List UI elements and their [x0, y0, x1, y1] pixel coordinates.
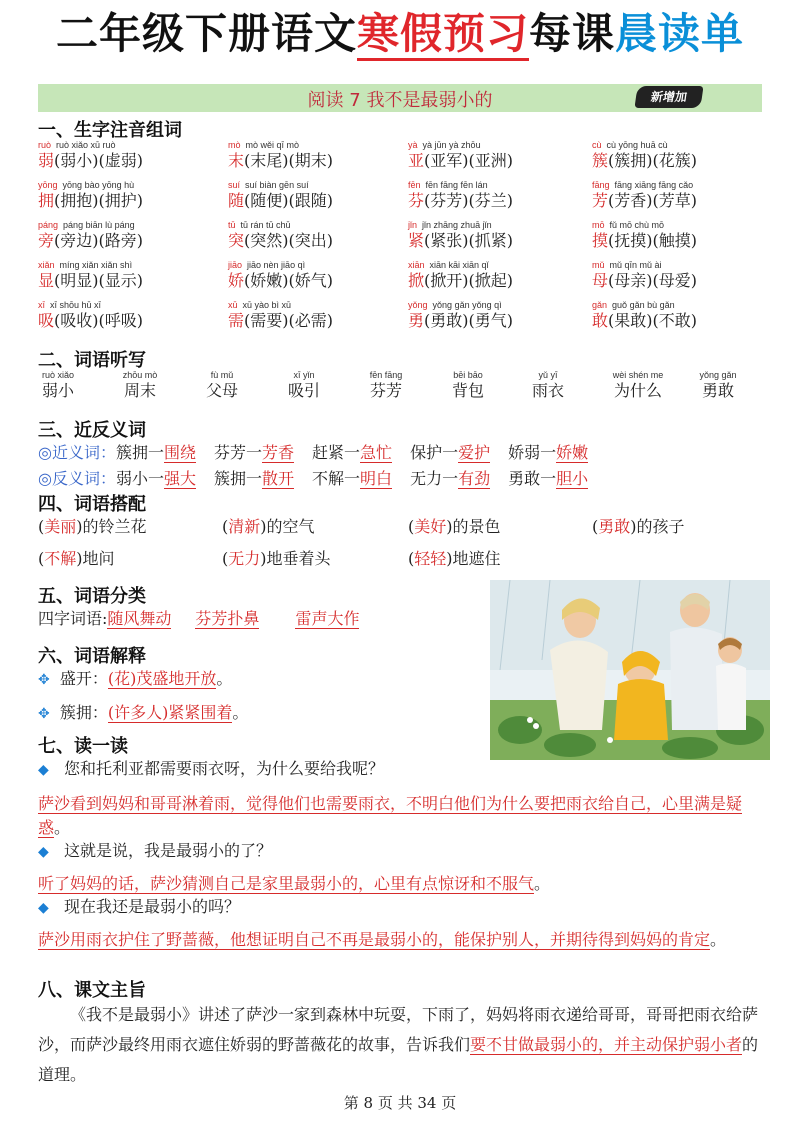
char-line	[38, 190, 143, 212]
new-character: 弱	[38, 151, 55, 170]
char-cell	[38, 180, 143, 212]
char-cell	[592, 180, 697, 212]
section-1-heading: 一、生字注音组词	[38, 120, 182, 141]
question-row	[38, 840, 272, 863]
word-a: 保护一	[410, 443, 459, 462]
collocation-answer: 无力	[228, 549, 261, 568]
pinyin-line	[408, 220, 513, 230]
char-line	[408, 150, 513, 172]
pinyin-line	[592, 300, 697, 310]
char-cell	[228, 180, 333, 212]
char-line	[228, 310, 333, 332]
char-cell	[228, 260, 333, 292]
words-pinyin: xī shōu hū xī	[50, 300, 102, 310]
char-words: (掀开)(掀起)	[424, 271, 513, 290]
section-4-heading: 四、词语搭配	[38, 494, 146, 515]
four-char-word: 芬芳扑鼻	[195, 609, 260, 628]
dictation-item	[264, 370, 344, 402]
char-line	[408, 310, 513, 332]
collocation-item: (美好)的景色	[408, 517, 501, 536]
word-b: 胆小	[556, 469, 589, 488]
collocation-answer: 美好	[414, 517, 447, 536]
pinyin-line	[228, 220, 333, 230]
four-char-word: 随风舞动	[107, 609, 172, 628]
new-character: 拥	[38, 191, 55, 210]
section-5-heading: 五、词语分类	[38, 586, 146, 607]
pinyin-line	[38, 140, 143, 150]
char-pinyin: jiāo	[228, 260, 243, 270]
collocation-answer: 清新	[228, 517, 261, 536]
char-pinyin: xī	[38, 300, 46, 310]
title-part2: 寒假预习	[357, 9, 529, 61]
words-pinyin: ruò xiǎo xū ruò	[56, 140, 116, 150]
dictation-item	[18, 370, 98, 402]
new-character: 芳	[592, 191, 609, 210]
dictation-item	[678, 370, 758, 402]
collocation-rest: 地垂着头	[266, 549, 331, 568]
new-badge: 新增加	[634, 86, 703, 108]
collocation-rest: 地遮住	[452, 549, 501, 568]
collocation-rest: 的孩子	[636, 517, 685, 536]
collocation-item: (无力)地垂着头	[222, 549, 331, 568]
char-words: (簇拥)(花簇)	[608, 151, 697, 170]
char-words: (抚摸)(触摸)	[608, 231, 697, 250]
char-line	[228, 190, 333, 212]
char-pinyin: xiān	[408, 260, 425, 270]
char-words: (母亲)(母爱)	[608, 271, 697, 290]
char-words: (亚军)(亚洲)	[424, 151, 513, 170]
word-a: 簇拥一	[214, 469, 263, 488]
char-line	[228, 230, 333, 252]
antonym-label: ◎反义词：	[38, 469, 116, 488]
dictation-item	[100, 370, 180, 402]
word-b: 芳香	[262, 443, 295, 462]
word-a: 勇敢一	[508, 469, 557, 488]
collocation-rest: 的景色	[452, 517, 501, 536]
char-line	[408, 190, 513, 212]
main-idea-paragraph: 《我不是最弱小》讲述了萨沙一家到森林中玩耍，下雨了，妈妈将雨衣递给哥哥，哥哥把雨衣给萨沙，而萨沙最终用雨衣遮住娇弱的野蔷薇花的故事，告诉我们要不甘做最弱小的，并主动保护弱小者的道理。	[38, 1005, 759, 1084]
question-text: 您和托利亚都需要雨衣呀，为什么要给我呢？	[64, 759, 385, 778]
dictation-item	[346, 370, 426, 402]
collocation-answer: 美丽	[44, 517, 77, 536]
dictation-word: 为什么	[613, 381, 662, 400]
new-character: 亚	[408, 151, 425, 170]
new-character: 吸	[38, 311, 55, 330]
char-words: (芬芳)(芬兰)	[424, 191, 513, 210]
collocation-rest: 的空气	[266, 517, 315, 536]
words-pinyin: yōng bào yōng hù	[62, 180, 135, 190]
char-words: (随便)(跟随)	[244, 191, 333, 210]
answer-text: 萨沙用雨衣护住了野蔷薇，他想证明自己不再是最弱小的，能保护别人，并期待得到妈妈的肯定。	[38, 930, 727, 949]
char-pinyin: xiǎn	[38, 260, 55, 270]
dictation-pinyin: bēi bāo	[453, 370, 483, 380]
char-line	[592, 150, 697, 172]
explain-row: ✥ 盛开：(花)茂盛地开放。	[38, 669, 233, 688]
collocation-item: (清新)的空气	[222, 517, 315, 536]
pinyin-line	[228, 140, 333, 150]
pinyin-line	[228, 260, 333, 270]
char-words: (吸收)(呼吸)	[54, 311, 143, 330]
char-words: (需要)(必需)	[244, 311, 333, 330]
pinyin-line	[38, 260, 143, 270]
word-a: 无力一	[410, 469, 459, 488]
new-character: 紧	[408, 231, 425, 250]
pinyin-line	[592, 220, 697, 230]
collocation-answer: 勇敢	[598, 517, 631, 536]
word-b: 爱护	[458, 443, 491, 462]
lesson-title: 阅读 7 我不是最弱小的	[307, 90, 493, 111]
char-pinyin: gǎn	[592, 300, 608, 310]
new-character: 敢	[592, 311, 609, 330]
word-a: 弱小一	[115, 469, 164, 488]
words-pinyin: jiāo nèn jiāo qì	[247, 260, 306, 270]
words-pinyin: mò wěi qī mò	[245, 140, 300, 150]
pinyin-line	[592, 180, 697, 190]
explain-def: (许多人)紧紧围着	[107, 703, 233, 722]
words-pinyin: cù yōng huā cù	[606, 140, 668, 150]
char-pinyin: mō	[592, 220, 605, 230]
word-a: 娇弱一	[508, 443, 557, 462]
char-pinyin: tū	[228, 220, 236, 230]
char-cell	[228, 140, 333, 172]
char-line	[592, 270, 697, 292]
pinyin-line	[408, 300, 513, 310]
dictation-item	[508, 370, 588, 402]
char-cell	[38, 300, 143, 332]
four-char-label: 四字词语:	[38, 609, 108, 628]
section-6-heading: 六、词语解释	[38, 646, 146, 667]
char-cell	[592, 140, 697, 172]
dictation-item	[598, 370, 678, 402]
pinyin-line	[38, 300, 143, 310]
words-pinyin: míng xiǎn xiǎn shì	[59, 260, 133, 270]
collocation-item: (轻轻)地遮住	[408, 549, 501, 568]
question-row	[38, 758, 384, 781]
dictation-word: 弱小	[41, 381, 74, 400]
char-cell	[592, 220, 697, 252]
synonym-row	[38, 442, 588, 464]
collocation-rest: 地问	[82, 549, 115, 568]
dictation-word: 周末	[123, 381, 156, 400]
dictation-word: 勇敢	[701, 381, 734, 400]
word-b: 急忙	[360, 443, 393, 462]
words-pinyin: yǒng gǎn yǒng qì	[432, 300, 502, 310]
dictation-word: 吸引	[287, 381, 320, 400]
antonym-row	[38, 468, 588, 490]
char-cell	[408, 260, 513, 292]
question-text: 现在我还是最弱小的吗？	[64, 897, 241, 916]
word-b: 围绕	[163, 443, 196, 462]
new-character: 末	[228, 151, 245, 170]
char-words: (紧张)(抓紧)	[424, 231, 513, 250]
dictation-word: 背包	[451, 381, 484, 400]
char-pinyin: yǒng	[408, 300, 428, 310]
explain-term: 簇拥：	[59, 703, 108, 722]
char-line	[38, 150, 143, 172]
char-pinyin: ruò	[38, 140, 52, 150]
section-7-heading: 七、读一读	[38, 736, 128, 757]
new-character: 掀	[408, 271, 425, 290]
word-a: 赶紧一	[312, 443, 361, 462]
dictation-pinyin: yǔ yī	[538, 370, 558, 380]
char-pinyin: jǐn	[408, 220, 418, 230]
pinyin-line	[228, 300, 333, 310]
collocation-rest: 的铃兰花	[82, 517, 147, 536]
dictation-pinyin: fēn fāng	[369, 370, 403, 380]
pinyin-line	[38, 180, 143, 190]
char-pinyin: fēn	[408, 180, 421, 190]
char-line	[408, 230, 513, 252]
new-character: 芬	[408, 191, 425, 210]
char-words: (勇敢)(勇气)	[424, 311, 513, 330]
char-cell	[408, 140, 513, 172]
char-pinyin: mǔ	[592, 260, 605, 270]
words-pinyin: jǐn zhāng zhuā jǐn	[422, 220, 492, 230]
char-cell	[408, 300, 513, 332]
diamond-icon: ✥	[38, 706, 50, 722]
new-character: 摸	[592, 231, 609, 250]
section-8-heading: 八、课文主旨	[38, 980, 146, 1001]
new-character: 随	[228, 191, 245, 210]
words-pinyin: guǒ gǎn bù gǎn	[612, 300, 675, 310]
section-2-heading: 二、词语听写	[38, 350, 146, 371]
section-3-heading: 三、近反义词	[38, 420, 146, 441]
char-cell	[592, 300, 697, 332]
dictation-pinyin: xī yǐn	[293, 370, 315, 380]
title-part4: 晨读单	[615, 9, 745, 58]
char-line	[228, 270, 333, 292]
char-words: (末尾)(期末)	[244, 151, 333, 170]
page-footer: 第 8 页 共 34 页	[343, 1094, 457, 1112]
synonym-label: ◎近义词：	[38, 443, 116, 462]
words-pinyin: xū yào bì xū	[242, 300, 292, 310]
dictation-word: 父母	[205, 381, 238, 400]
words-pinyin: fǔ mō chù mō	[609, 220, 665, 230]
dictation-pinyin: zhōu mò	[122, 370, 158, 380]
pinyin-line	[592, 260, 697, 270]
collocation-answer: 不解	[44, 549, 77, 568]
char-line	[228, 150, 333, 172]
word-a: 芬芳一	[214, 443, 263, 462]
char-cell	[408, 180, 513, 212]
new-character: 娇	[228, 271, 245, 290]
words-pinyin: fāng xiāng fāng cǎo	[614, 180, 694, 190]
word-b: 有劲	[458, 469, 491, 488]
char-cell	[228, 220, 333, 252]
main-idea-highlight: 要不甘做最弱小的，并主动保护弱小者	[470, 1035, 743, 1054]
char-pinyin: yà	[408, 140, 418, 150]
dictation-pinyin: yǒng gǎn	[699, 370, 737, 380]
pinyin-line	[592, 140, 697, 150]
char-line	[408, 270, 513, 292]
new-character: 需	[228, 311, 245, 330]
char-cell	[38, 260, 143, 292]
dictation-item	[182, 370, 262, 402]
words-pinyin: yà jūn yà zhōu	[422, 140, 481, 150]
char-words: (果敢)(不敢)	[608, 311, 697, 330]
collocation-answer: 轻轻	[414, 549, 447, 568]
char-pinyin: suí	[228, 180, 241, 190]
words-pinyin: tū rán tū chū	[240, 220, 291, 230]
char-line	[592, 310, 697, 332]
char-words: (芳香)(芳草)	[608, 191, 697, 210]
word-b: 强大	[163, 469, 196, 488]
char-pinyin: páng	[38, 220, 59, 230]
dictation-item	[428, 370, 508, 402]
char-line	[592, 190, 697, 212]
char-pinyin: fāng	[592, 180, 610, 190]
char-pinyin: xū	[228, 300, 238, 310]
new-character: 勇	[408, 311, 425, 330]
words-pinyin: fēn fāng fēn lán	[425, 180, 488, 190]
word-b: 娇嫩	[556, 443, 589, 462]
four-char-row	[38, 608, 359, 630]
word-a: 不解一	[312, 469, 361, 488]
char-line	[592, 230, 697, 252]
new-character: 母	[592, 271, 609, 290]
new-character: 旁	[38, 231, 55, 250]
diamond-bullet-icon: ◆	[38, 900, 49, 916]
dictation-word: 雨衣	[531, 381, 564, 400]
dictation-word: 芬芳	[369, 381, 402, 400]
pinyin-line	[228, 180, 333, 190]
char-words: (明显)(显示)	[54, 271, 143, 290]
explain-row: ✥ 簇拥：(许多人)紧紧围着。	[38, 703, 249, 722]
char-cell	[408, 220, 513, 252]
diamond-bullet-icon: ◆	[38, 844, 49, 860]
char-cell	[592, 260, 697, 292]
words-pinyin: mǔ qīn mǔ ài	[609, 260, 662, 270]
collocation-item: (勇敢)的孩子	[592, 517, 685, 536]
char-cell	[38, 220, 143, 252]
char-pinyin: cù	[592, 140, 602, 150]
answer-text: 萨沙看到妈妈和哥哥淋着雨，觉得他们也需要雨衣，不明白他们为什么要把雨衣给自己，心里满是疑惑。	[38, 794, 743, 837]
char-cell	[228, 300, 333, 332]
word-a: 簇拥一	[115, 443, 164, 462]
story-illustration	[490, 580, 770, 760]
title-part1: 二年级下册语文	[55, 9, 357, 58]
explain-term: 盛开：	[59, 669, 108, 688]
char-words: (娇嫩)(娇气)	[244, 271, 333, 290]
char-words: (旁边)(路旁)	[54, 231, 143, 250]
words-pinyin: páng biān lù páng	[63, 220, 135, 230]
char-line	[38, 230, 143, 252]
char-line	[38, 310, 143, 332]
char-line	[38, 270, 143, 292]
char-words: (突然)(突出)	[244, 231, 333, 250]
dictation-pinyin: wèi shén me	[612, 370, 664, 380]
page-title	[0, 6, 800, 62]
pinyin-line	[38, 220, 143, 230]
diamond-bullet-icon: ◆	[38, 762, 49, 778]
explain-def: (花)茂盛地开放	[107, 669, 217, 688]
dictation-pinyin: ruò xiǎo	[41, 370, 75, 380]
collocation-item: (美丽)的铃兰花	[38, 517, 147, 536]
new-character: 突	[228, 231, 245, 250]
new-character: 簇	[592, 151, 609, 170]
diamond-icon: ✥	[38, 672, 50, 688]
char-cell	[38, 140, 143, 172]
char-words: (弱小)(虚弱)	[54, 151, 143, 170]
question-text: 这就是说，我是最弱小的了？	[64, 841, 273, 860]
char-pinyin: yōng	[38, 180, 58, 190]
dictation-pinyin: fù mǔ	[210, 370, 234, 380]
question-row	[38, 896, 240, 919]
pinyin-line	[408, 180, 513, 190]
word-b: 明白	[360, 469, 393, 488]
four-char-word: 雷声大作	[295, 609, 360, 628]
answer-text: 听了妈妈的话，萨沙猜测自己是家里最弱小的，心里有点惊讶和不服气。	[38, 874, 551, 893]
words-pinyin: xiān kāi xiān qǐ	[429, 260, 489, 270]
pinyin-line	[408, 140, 513, 150]
char-words: (拥抱)(拥护)	[54, 191, 143, 210]
collocation-item: (不解)地问	[38, 549, 115, 568]
title-part3: 每课	[529, 9, 616, 58]
char-pinyin: mò	[228, 140, 241, 150]
word-b: 散开	[262, 469, 295, 488]
new-character: 显	[38, 271, 55, 290]
words-pinyin: suí biàn gēn suí	[245, 180, 309, 190]
pinyin-line	[408, 260, 513, 270]
